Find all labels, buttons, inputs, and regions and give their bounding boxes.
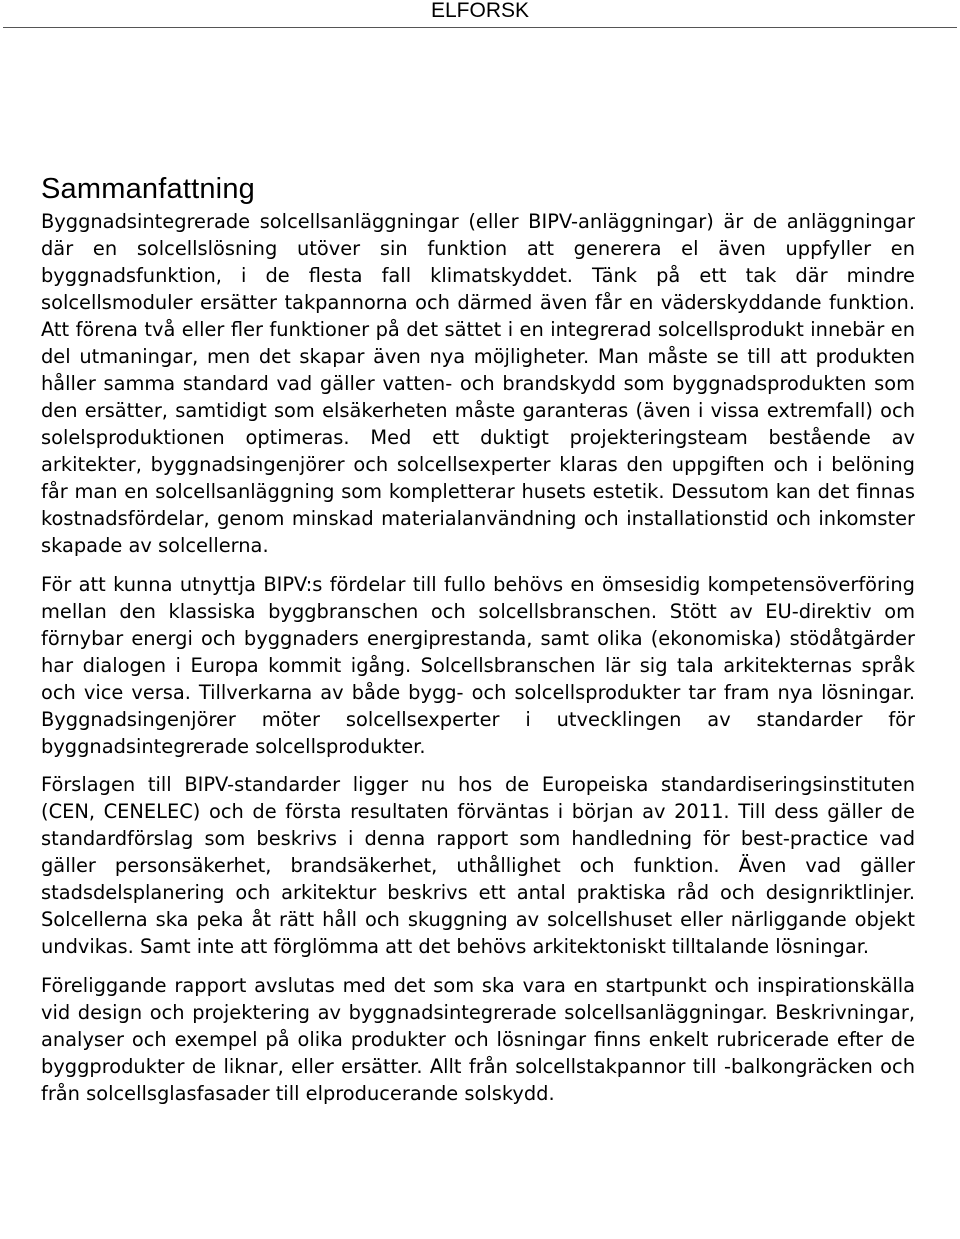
document-body bbox=[41, 170, 915, 1107]
running-header bbox=[0, 0, 960, 30]
paragraph-summary-intro: Byggnadsintegrerade solcellsanläggningar (eller BIPV-anläggningar) är de anläggningar där en solcellslösning utöver sin funktion att generera el även uppfyller en byggnadsfunktion, i de flesta fall klimatskyddet. Tänk på ett tak där mindre solcellsmoduler ersätter takpannorna och därmed även får en väderskyddande funktion. Att förena två eller fler funktioner på det sättet i en integrerad solcellsprodukt innebär en del utmaningar, men det skapar även nya möjligheter. Man måste se till att produkten håller samma standard vad gäller vatten- och brandskydd som byggnadsprodukten som den ersätter, samtidigt som elsäkerheten måste garanteras (även i vissa extremfall) och solelsproduktionen optimeras. Med ett duktigt projekteringsteam bestående av arkitekter, byggnadsingenjörer och solcellsexperter klaras den uppgiften och i belöning får man en solcellsanläggning som kompletterar husets estetik. Dessutom kan det finnas kostnadsfördelar, genom minskad materialanvändning och installationstid och inkomster skapade av solcellerna. bbox=[41, 210, 915, 557]
paragraph-standards: Förslagen till BIPV-standarder ligger nu hos de Europeiska standardiseringsinstituten (CEN, CENELEC) och de första resultaten förväntas i början av 2011. Till dess gäller de standardförslag som beskrivs i denna rapport som handledning för best-practice vad gäller personsäkerhet, brandsäkerhet, uthållighet och funktion. Även vad gäller stadsdelsplanering och arkitektur beskrivs ett antal praktiska råd och designriktlinjer. Solcellerna ska peka åt rätt håll och skuggning av solcellshuset eller närliggande objekt undvikas. Samt inte att förglömma att det behövs arkitektoniskt tilltalande lösningar. bbox=[41, 773, 915, 958]
paragraph-report-conclusion: Föreliggande rapport avslutas med det som ska vara en startpunkt och inspirationskälla vid design och projektering av byggnadsintegrerade solcellsanläggningar. Beskrivningar, analyser och exempel på olika produkter och lösningar finns enkelt rubricerade efter de byggprodukter de liknar, eller ersätter. Allt från solcellstakpannor till -balkongräcken och från solcellsglasfasader till elproducerande solskydd. bbox=[41, 973, 915, 1105]
header-title: ELFORSK bbox=[430, 0, 530, 22]
header-divider bbox=[3, 27, 957, 28]
section-title: Sammanfattning bbox=[41, 173, 255, 205]
paragraph-competence-transfer: För att kunna utnyttja BIPV:s fördelar till fullo behövs en ömsesidig kompetensöverföring mellan den klassiska byggbranschen och solcellsbranschen. Stött av EU-direktiv om förnybar energi och byggnaders energiprestanda, samt olika (ekonomiska) stödåtgärder har dialogen i Europa kommit igång. Solcellsbranschen lär sig tala arkitekternas språk och vice versa. Tillverkarna av både bygg- och solcellsprodukter tar fram nya lösningar. Byggnadsingenjörer möter solcellsexperter i utvecklingen av standarder för byggnadsintegrerade solcellsprodukter. bbox=[41, 572, 915, 758]
